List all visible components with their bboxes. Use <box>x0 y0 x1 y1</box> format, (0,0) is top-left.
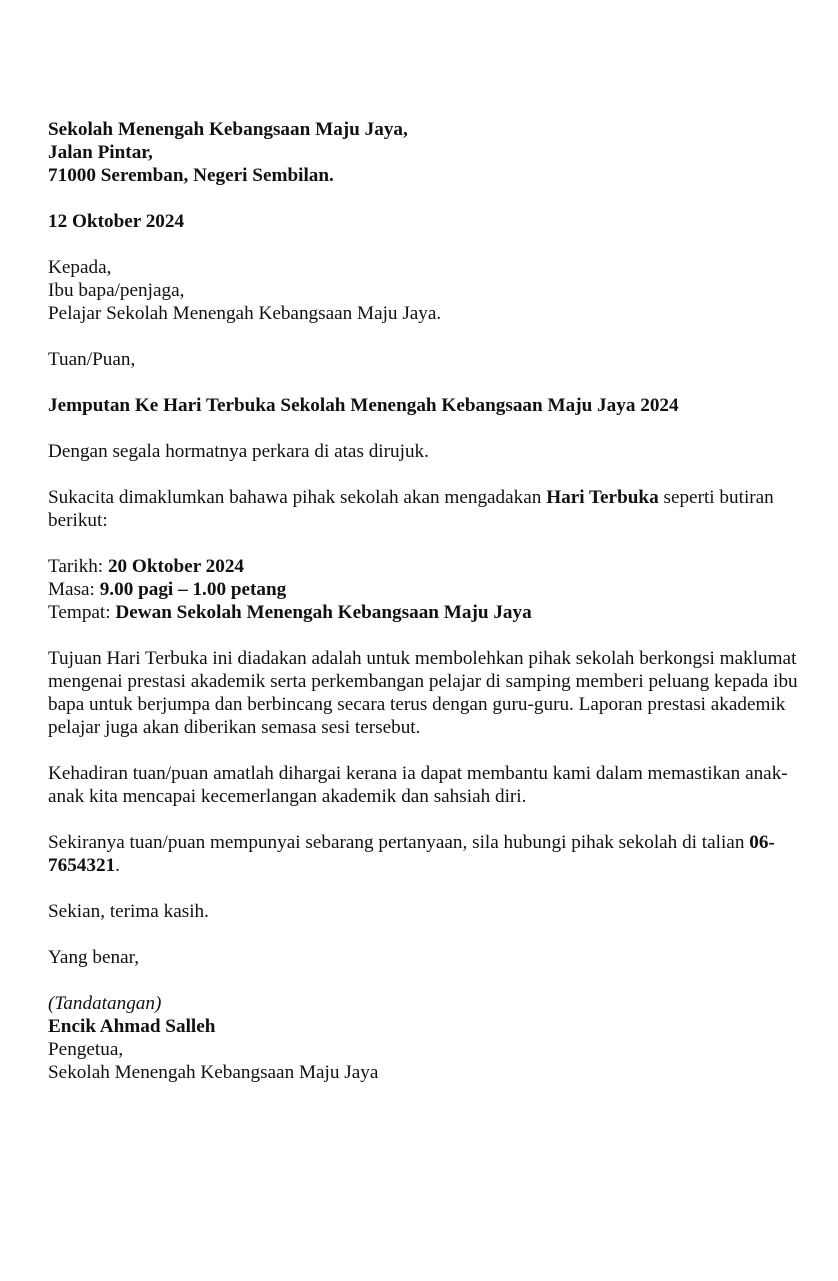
contact-paragraph <box>48 831 818 877</box>
contact-before: Sekiranya tuan/puan mempunyai sebarang pertanyaan, sila hubungi pihak sekolah di talian <box>48 832 750 853</box>
time-value: 9.00 pagi – 1.00 petang <box>99 579 287 600</box>
announcement-before: Sukacita dimaklumkan bahawa pihak sekolah akan mengadakan <box>48 487 547 508</box>
signatory-name: Encik Ahmad Salleh <box>48 1016 216 1037</box>
detail-time <box>48 578 818 601</box>
recipient-address <box>48 256 818 325</box>
detail-venue <box>48 601 818 624</box>
recipient-line-3: Pelajar Sekolah Menengah Kebangsaan Maju Jaya. <box>48 303 442 324</box>
detail-date <box>48 555 818 578</box>
contact-phone: 06-7654321 <box>48 832 775 876</box>
venue-value: Dewan Sekolah Menengah Kebangsaan Maju Jaya <box>115 602 532 623</box>
recipient-line-1: Kepada, <box>48 257 112 278</box>
sender-line-2: Jalan Pintar, <box>48 142 153 163</box>
venue-label: Tempat: <box>48 602 116 623</box>
signature-placeholder: (Tandatangan) <box>48 993 162 1014</box>
opening-paragraph: Dengan segala hormatnya perkara di atas dirujuk. <box>48 441 429 462</box>
event-details <box>48 555 818 624</box>
sender-address <box>48 118 818 187</box>
letter <box>48 118 818 1084</box>
date-label: Tarikh: <box>48 556 108 577</box>
date-value: 20 Oktober 2024 <box>107 556 245 577</box>
signature-block <box>48 992 818 1084</box>
signatory-school: Sekolah Menengah Kebangsaan Maju Jaya <box>48 1062 379 1083</box>
subject-heading: Jemputan Ke Hari Terbuka Sekolah Menengah Kebangsaan Maju Jaya 2024 <box>48 395 679 416</box>
closing-line: Sekian, terima kasih. <box>48 901 209 922</box>
time-label: Masa: <box>48 579 100 600</box>
sender-line-3: 71000 Seremban, Negeri Sembilan. <box>48 165 334 186</box>
purpose-paragraph: Tujuan Hari Terbuka ini diadakan adalah untuk membolehkan pihak sekolah berkongsi maklumat mengenai prestasi akademik serta perkembangan pelajar di samping memberi peluang kepada ibu bapa untuk berjumpa dan berbincang secara terus dengan guru-guru. Laporan prestasi akademik pelajar juga akan diberikan semasa sesi tersebut. <box>48 648 798 738</box>
salutation: Tuan/Puan, <box>48 349 136 370</box>
contact-after: . <box>115 855 120 876</box>
attendance-paragraph: Kehadiran tuan/puan amatlah dihargai kerana ia dapat membantu kami dalam memastikan anak-anak kita mencapai kecemerlangan akademik dan sahsiah diri. <box>48 763 788 807</box>
announcement-after: seperti butiran berikut: <box>48 487 774 531</box>
letter-date: 12 Oktober 2024 <box>48 211 185 232</box>
sender-line-1: Sekolah Menengah Kebangsaan Maju Jaya, <box>48 119 408 140</box>
signoff-line: Yang benar, <box>48 947 140 968</box>
signatory-title: Pengetua, <box>48 1039 124 1060</box>
event-name: Hari Terbuka <box>546 487 659 508</box>
recipient-line-2: Ibu bapa/penjaga, <box>48 280 185 301</box>
announcement-paragraph <box>48 486 818 532</box>
